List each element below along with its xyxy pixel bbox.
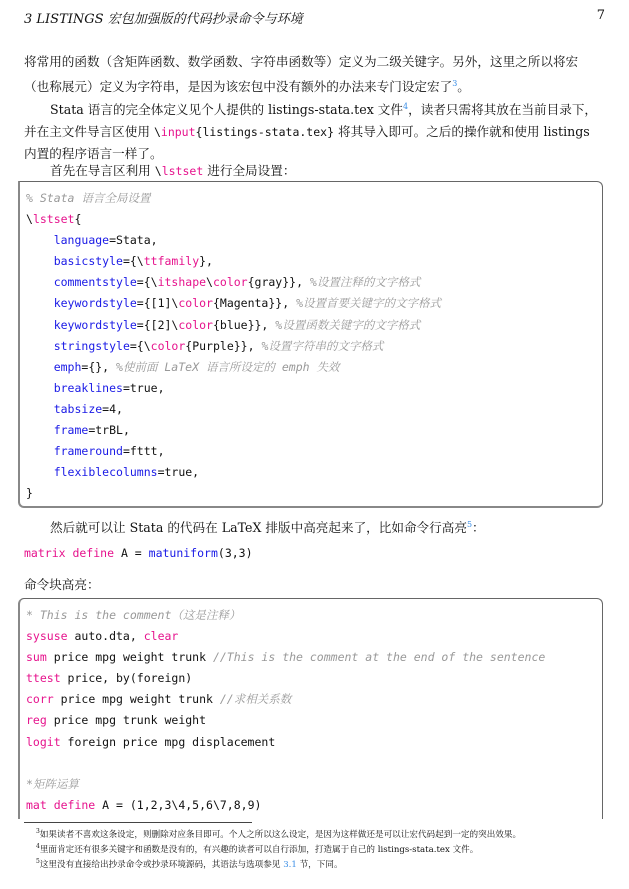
code-keyword: reg — [26, 713, 47, 728]
code-text: ={[1]\ — [136, 296, 179, 311]
code-text: ={\ — [122, 254, 144, 269]
code-text: {blue}}, — [212, 317, 276, 332]
code-text — [26, 339, 54, 353]
code-line — [26, 399, 441, 420]
code-line — [26, 357, 441, 378]
code-text: ={[2]\ — [136, 317, 179, 332]
code-line — [26, 441, 441, 462]
code-text: \ — [26, 212, 33, 227]
code-line — [26, 795, 545, 816]
keyword: lstset — [161, 164, 204, 178]
inline-code-line — [24, 546, 253, 560]
code-keyword: emph — [53, 359, 82, 374]
code-text — [26, 381, 54, 395]
paragraph — [24, 96, 602, 165]
code-text: {Purple}}, — [185, 338, 262, 353]
code-text: }, — [199, 254, 213, 269]
text: {listings-stata.tex} — [195, 124, 334, 139]
code-keyword: logit — [26, 734, 61, 749]
code-line — [26, 710, 545, 731]
code-text — [26, 318, 54, 332]
text: \ — [154, 164, 162, 178]
code-text: price mpg weight trunk — [53, 692, 220, 707]
code-keyword: color — [212, 275, 248, 290]
code-text — [26, 254, 54, 268]
footnote-ref-5[interactable]: 5 — [466, 520, 473, 529]
code-text — [26, 402, 54, 416]
code-keyword: ttfamily — [143, 254, 200, 269]
code-comment: * This is the comment（这是注释） — [26, 608, 241, 622]
code-keyword: breaklines — [53, 380, 123, 395]
code-line — [26, 626, 545, 647]
text: 这里没有直接给出抄录命令或抄录环境源码，其语法与选项参见 — [39, 859, 284, 870]
code-line — [26, 315, 441, 336]
code-keyword: commentstyle — [53, 275, 137, 290]
inline-code — [154, 125, 334, 139]
paragraph: 命令块高亮： — [24, 577, 100, 592]
code-comment: %设置函数关键字的文字格式 — [275, 317, 421, 332]
code-keyword: matrix define — [24, 546, 115, 560]
text: 将常用的函数（含矩阵函数、数学函数、字符串函数等）定义为二级关键字。另外，这里之所以将宏（也称展元）定义为字符串，是因为该宏包中没有额外的办法来专门设定宏了 — [24, 54, 579, 94]
text: Stata 语言的完全体定义见个人提供的 listings-stata.tex 文件 — [50, 102, 403, 118]
footnote-ref-4[interactable]: 4 — [403, 102, 409, 111]
text: 进行全局设置： — [203, 163, 296, 178]
code-line — [26, 753, 545, 774]
code-line — [26, 336, 441, 357]
code-text — [26, 465, 54, 479]
code-line — [26, 483, 441, 504]
code-keyword: tabsize — [53, 401, 103, 416]
code-comment: % Stata 语言全局设置 — [26, 191, 151, 205]
code-keyword: frame — [53, 423, 89, 438]
keyword: input — [160, 124, 196, 139]
code-keyword: language — [53, 233, 110, 248]
text: 将其导入即可。之后的操作就和使用 listings 内置的程序语言一样了。 — [24, 123, 590, 162]
code-line — [26, 668, 545, 689]
code-text: (3,3) — [217, 546, 253, 560]
paragraph — [24, 514, 602, 539]
footnote-5 — [36, 854, 606, 873]
code-line — [26, 251, 441, 272]
code-line — [26, 188, 441, 209]
code-keyword: itshape — [157, 275, 207, 290]
code-line — [26, 293, 441, 314]
section-title: 3 LISTINGS 宏包加强版的代码抄录命令与环境 — [24, 12, 303, 27]
text: 然后就可以让 Stata 的代码在 LaTeX 排版中高亮起来了，比如命令行高亮 — [50, 520, 467, 536]
code-text: auto.dta, — [67, 629, 144, 644]
code-lines — [26, 605, 545, 816]
footnote-number: 5 — [36, 858, 40, 865]
code-text: \ — [206, 275, 213, 290]
code-comment: %使前面 LaTeX 语言所设定的 emph 失效 — [116, 359, 340, 374]
text: \ — [153, 124, 161, 139]
code-text: price mpg weight trunk — [46, 650, 213, 665]
code-text: { — [74, 212, 82, 227]
footnote-rule — [24, 822, 252, 823]
code-line — [26, 732, 545, 753]
code-text: =true, — [122, 380, 165, 395]
footnote-ref-3[interactable]: 3 — [452, 78, 458, 88]
page-number: 7 — [596, 8, 605, 23]
code-text: ={}, — [81, 359, 117, 374]
code-text: price, by(foreign) — [60, 671, 193, 686]
code-comment: //This is the comment at the end of the sentence — [212, 650, 546, 665]
code-line — [26, 462, 441, 483]
code-text: =trBL, — [88, 423, 130, 438]
code-comment: %设置首要关键字的文字格式 — [296, 296, 441, 311]
code-text — [26, 275, 54, 289]
code-text: price mpg trunk weight — [46, 713, 207, 728]
code-keyword: mat define — [26, 797, 96, 812]
code-keyword: color — [178, 317, 213, 332]
code-text — [26, 444, 54, 458]
code-keyword: sysuse — [26, 629, 68, 644]
code-text: =4, — [102, 401, 123, 416]
code-text: A = — [114, 546, 149, 560]
code-keyword: color — [150, 338, 186, 353]
code-text: } — [26, 486, 33, 501]
text: ，读者只需将其放在当前目录下，并在主文件导言区使用 — [24, 102, 597, 139]
code-text — [26, 756, 33, 770]
text: 如果读者不喜欢这条设定，则删除对应条目即可。个人之所以这么设定，是因为这样做还是可以让宏代码起到一定的突出效果。 — [39, 829, 522, 840]
code-line — [26, 209, 441, 230]
footnote-number: 4 — [36, 843, 40, 850]
code-line — [26, 230, 441, 251]
code-comment: //求相关系数 — [219, 692, 292, 707]
code-keyword: basicstyle — [53, 254, 123, 269]
code-text: {gray}}, — [247, 275, 310, 290]
code-keyword: ttest — [26, 671, 61, 686]
code-text: =fttt, — [122, 444, 165, 459]
code-text — [26, 296, 54, 310]
code-keyword: sum — [26, 650, 47, 665]
running-header — [24, 8, 605, 27]
code-text: ={\ — [129, 338, 151, 353]
code-text — [26, 360, 54, 374]
code-line — [26, 647, 545, 668]
section-link[interactable]: 3.1 — [283, 859, 297, 870]
code-keyword: keywordstyle — [53, 317, 137, 332]
code-text — [26, 233, 54, 247]
code-line — [26, 774, 545, 795]
text: 。 — [457, 78, 470, 94]
code-text: foreign price mpg displacement — [60, 734, 276, 749]
code-keyword: matuniform — [148, 546, 218, 560]
text: 节，下同。 — [296, 859, 343, 870]
code-text: ={\ — [136, 275, 158, 290]
code-listing-lstset — [18, 181, 603, 508]
code-keyword: frameround — [53, 444, 123, 459]
code-keyword: color — [178, 296, 213, 311]
code-line — [26, 378, 441, 399]
footnote-number: 3 — [36, 828, 40, 835]
code-keyword: keywordstyle — [53, 296, 137, 311]
code-text — [26, 423, 54, 437]
code-lines — [26, 188, 441, 504]
code-listing-stata — [18, 598, 603, 819]
text: 首先在导言区利用 — [50, 163, 155, 178]
code-comment: %设置字符串的文字格式 — [261, 338, 384, 353]
paragraph — [24, 160, 602, 183]
code-keyword: clear — [143, 629, 179, 644]
code-keyword: flexiblecolumns — [53, 465, 158, 480]
code-keyword: stringstyle — [53, 338, 130, 353]
inline-code — [155, 164, 203, 178]
code-comment: %设置注释的文字格式 — [309, 275, 421, 290]
text: ： — [472, 520, 485, 536]
code-line — [26, 272, 441, 293]
paragraph — [24, 51, 602, 97]
code-line — [26, 605, 545, 626]
code-keyword: lstset — [32, 212, 75, 227]
code-text: A = (1,2,3\4,5,6\7,8,9) — [95, 797, 262, 812]
code-text: =true, — [157, 465, 200, 480]
code-line — [26, 420, 441, 441]
code-comment: *矩阵运算 — [26, 776, 79, 791]
code-text: {Magenta}}, — [212, 296, 297, 311]
code-line — [26, 689, 545, 710]
text: 里面肯定还有很多关键字和函数是没有的，有兴趣的读者可以自行添加，打造属于自己的 listings-stata.tex 文件。 — [39, 844, 479, 855]
code-text: =Stata, — [109, 233, 158, 248]
code-keyword: corr — [26, 692, 54, 707]
